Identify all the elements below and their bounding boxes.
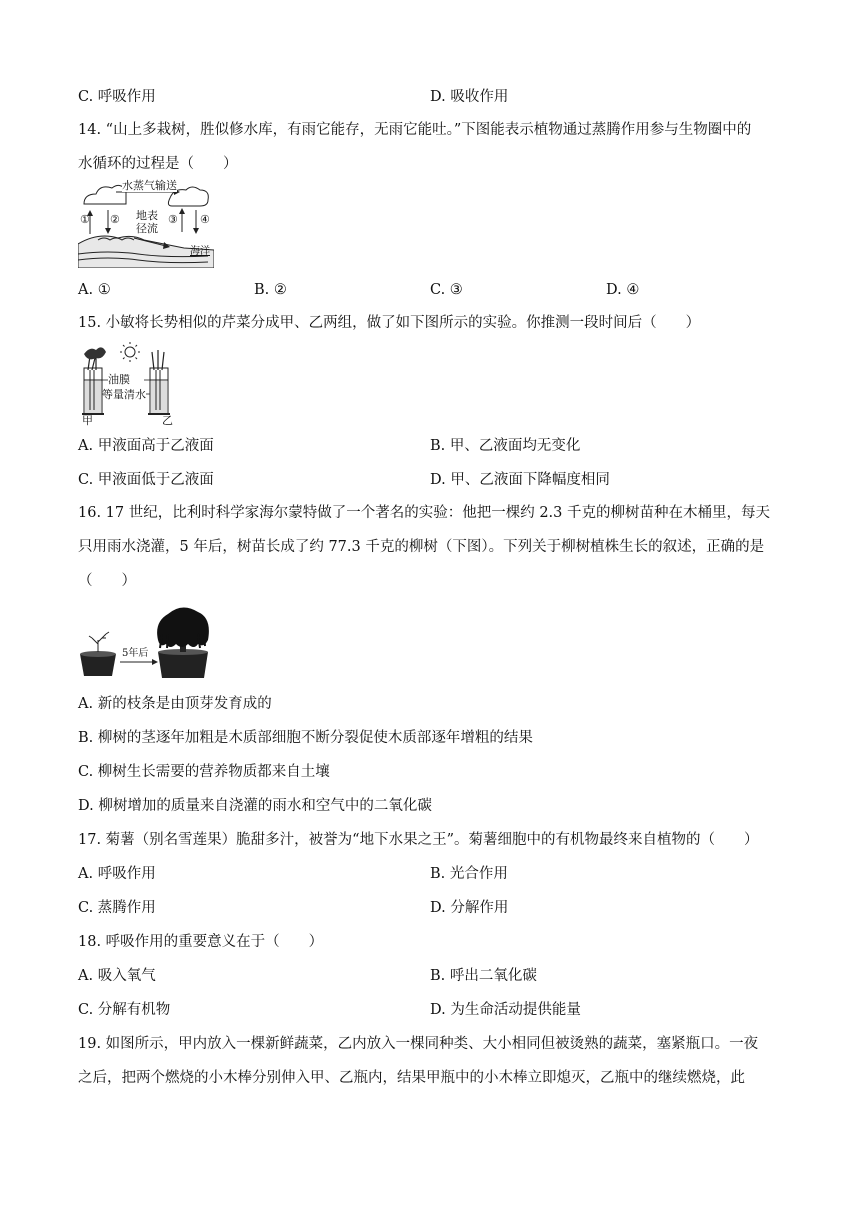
q19-stem-line-1: 19. 如图所示，甲内放入一棵新鲜蔬菜，乙内放入一棵同种类、大小相同但被烫熟的蔬菜，塞紧瓶口。一夜 bbox=[78, 1036, 759, 1052]
q16-stem-line-3: （ ） bbox=[78, 573, 136, 589]
q15-option-c: C. 甲液面低于乙液面 bbox=[78, 472, 214, 488]
q15-option-a: A. 甲液面高于乙液面 bbox=[78, 438, 214, 454]
water-vapor-label: 水蒸气输送 bbox=[122, 179, 177, 192]
q14-option-c: C. ③ bbox=[430, 282, 463, 298]
q15-option-b: B. 甲、乙液面均无变化 bbox=[430, 438, 581, 454]
q17-option-b: B. 光合作用 bbox=[430, 866, 508, 882]
q16-option-b: B. 柳树的茎逐年加粗是木质部细胞不断分裂促使木质部逐年增粗的结果 bbox=[78, 730, 533, 746]
q16-stem-line-2: 只用雨水浇灌，5 年后，树苗长成了约 77.3 千克的柳树（下图）。下列关于柳树植株生长的叙述，正确的是 bbox=[78, 539, 765, 555]
oil-film-label: 油膜 bbox=[108, 373, 130, 386]
q17-option-c: C. 蒸腾作用 bbox=[78, 900, 156, 916]
q16-option-a: A. 新的枝条是由顶芽发育成的 bbox=[78, 696, 272, 712]
q19-stem-line-2: 之后，把两个燃烧的小木棒分别伸入甲、乙瓶内，结果甲瓶中的小木棒立即熄灭，乙瓶中的继续燃烧，此 bbox=[78, 1070, 745, 1086]
q18-option-d: D. 为生命活动提供能量 bbox=[430, 1002, 581, 1018]
q15-celery-figure bbox=[78, 340, 178, 428]
q17-option-a: A. 呼吸作用 bbox=[78, 866, 156, 882]
q14-option-b: B. ② bbox=[254, 282, 287, 298]
marker-1: ① bbox=[80, 213, 90, 226]
marker-2: ② bbox=[110, 213, 120, 226]
q16-option-c: C. 柳树生长需要的营养物质都来自土壤 bbox=[78, 764, 330, 780]
q14-option-a: A. ① bbox=[78, 282, 111, 298]
q14-stem-line-2: 水循环的过程是（ ） bbox=[78, 156, 238, 172]
group-b-label: 乙 bbox=[162, 414, 173, 427]
q14-stem-line-1: 14. “山上多栽树，胜似修水库，有雨它能存，无雨它能吐。”下图能表示植物通过蒸腾作用参与生物圈中的 bbox=[78, 122, 752, 138]
marker-4: ④ bbox=[200, 213, 210, 226]
q17-option-d: D. 分解作用 bbox=[430, 900, 509, 916]
q15-stem-line-1: 15. 小敏将长势相似的芹菜分成甲、乙两组，做了如下图所示的实验。你推测一段时间后（ ） bbox=[78, 315, 701, 331]
five-years-label: 5年后 bbox=[122, 648, 149, 659]
q15-option-d: D. 甲、乙液面下降幅度相同 bbox=[430, 472, 610, 488]
q18-stem-line-1: 18. 呼吸作用的重要意义在于（ ） bbox=[78, 934, 324, 950]
q13-option-d: D. 吸收作用 bbox=[430, 89, 509, 105]
surface-label: 地表 bbox=[136, 209, 158, 222]
runoff-label: 径流 bbox=[136, 222, 158, 235]
q14-option-d: D. ④ bbox=[606, 282, 640, 298]
q14-water-cycle-figure bbox=[78, 180, 214, 268]
q13-option-c: C. 呼吸作用 bbox=[78, 89, 156, 105]
equal-water-label: 等量清水 bbox=[102, 388, 146, 401]
q18-option-a: A. 吸入氧气 bbox=[78, 968, 156, 984]
q16-option-d: D. 柳树增加的质量来自浇灌的雨水和空气中的二氧化碳 bbox=[78, 798, 432, 814]
q16-willow-figure bbox=[78, 604, 212, 682]
q16-stem-line-1: 16. 17 世纪，比利时科学家海尔蒙特做了一个著名的实验：他把一棵约 2.3 千克的柳树苗种在木桶里，每天 bbox=[78, 505, 771, 521]
group-a-label: 甲 bbox=[82, 414, 93, 427]
marker-3: ③ bbox=[168, 213, 178, 226]
q18-option-c: C. 分解有机物 bbox=[78, 1002, 171, 1018]
ocean-label: 海洋 bbox=[190, 246, 210, 257]
q18-option-b: B. 呼出二氧化碳 bbox=[430, 968, 537, 984]
q17-stem-line-1: 17. 菊薯（别名雪莲果）脆甜多汁，被誉为“地下水果之王”。菊薯细胞中的有机物最终来自植物的（ ） bbox=[78, 832, 759, 848]
